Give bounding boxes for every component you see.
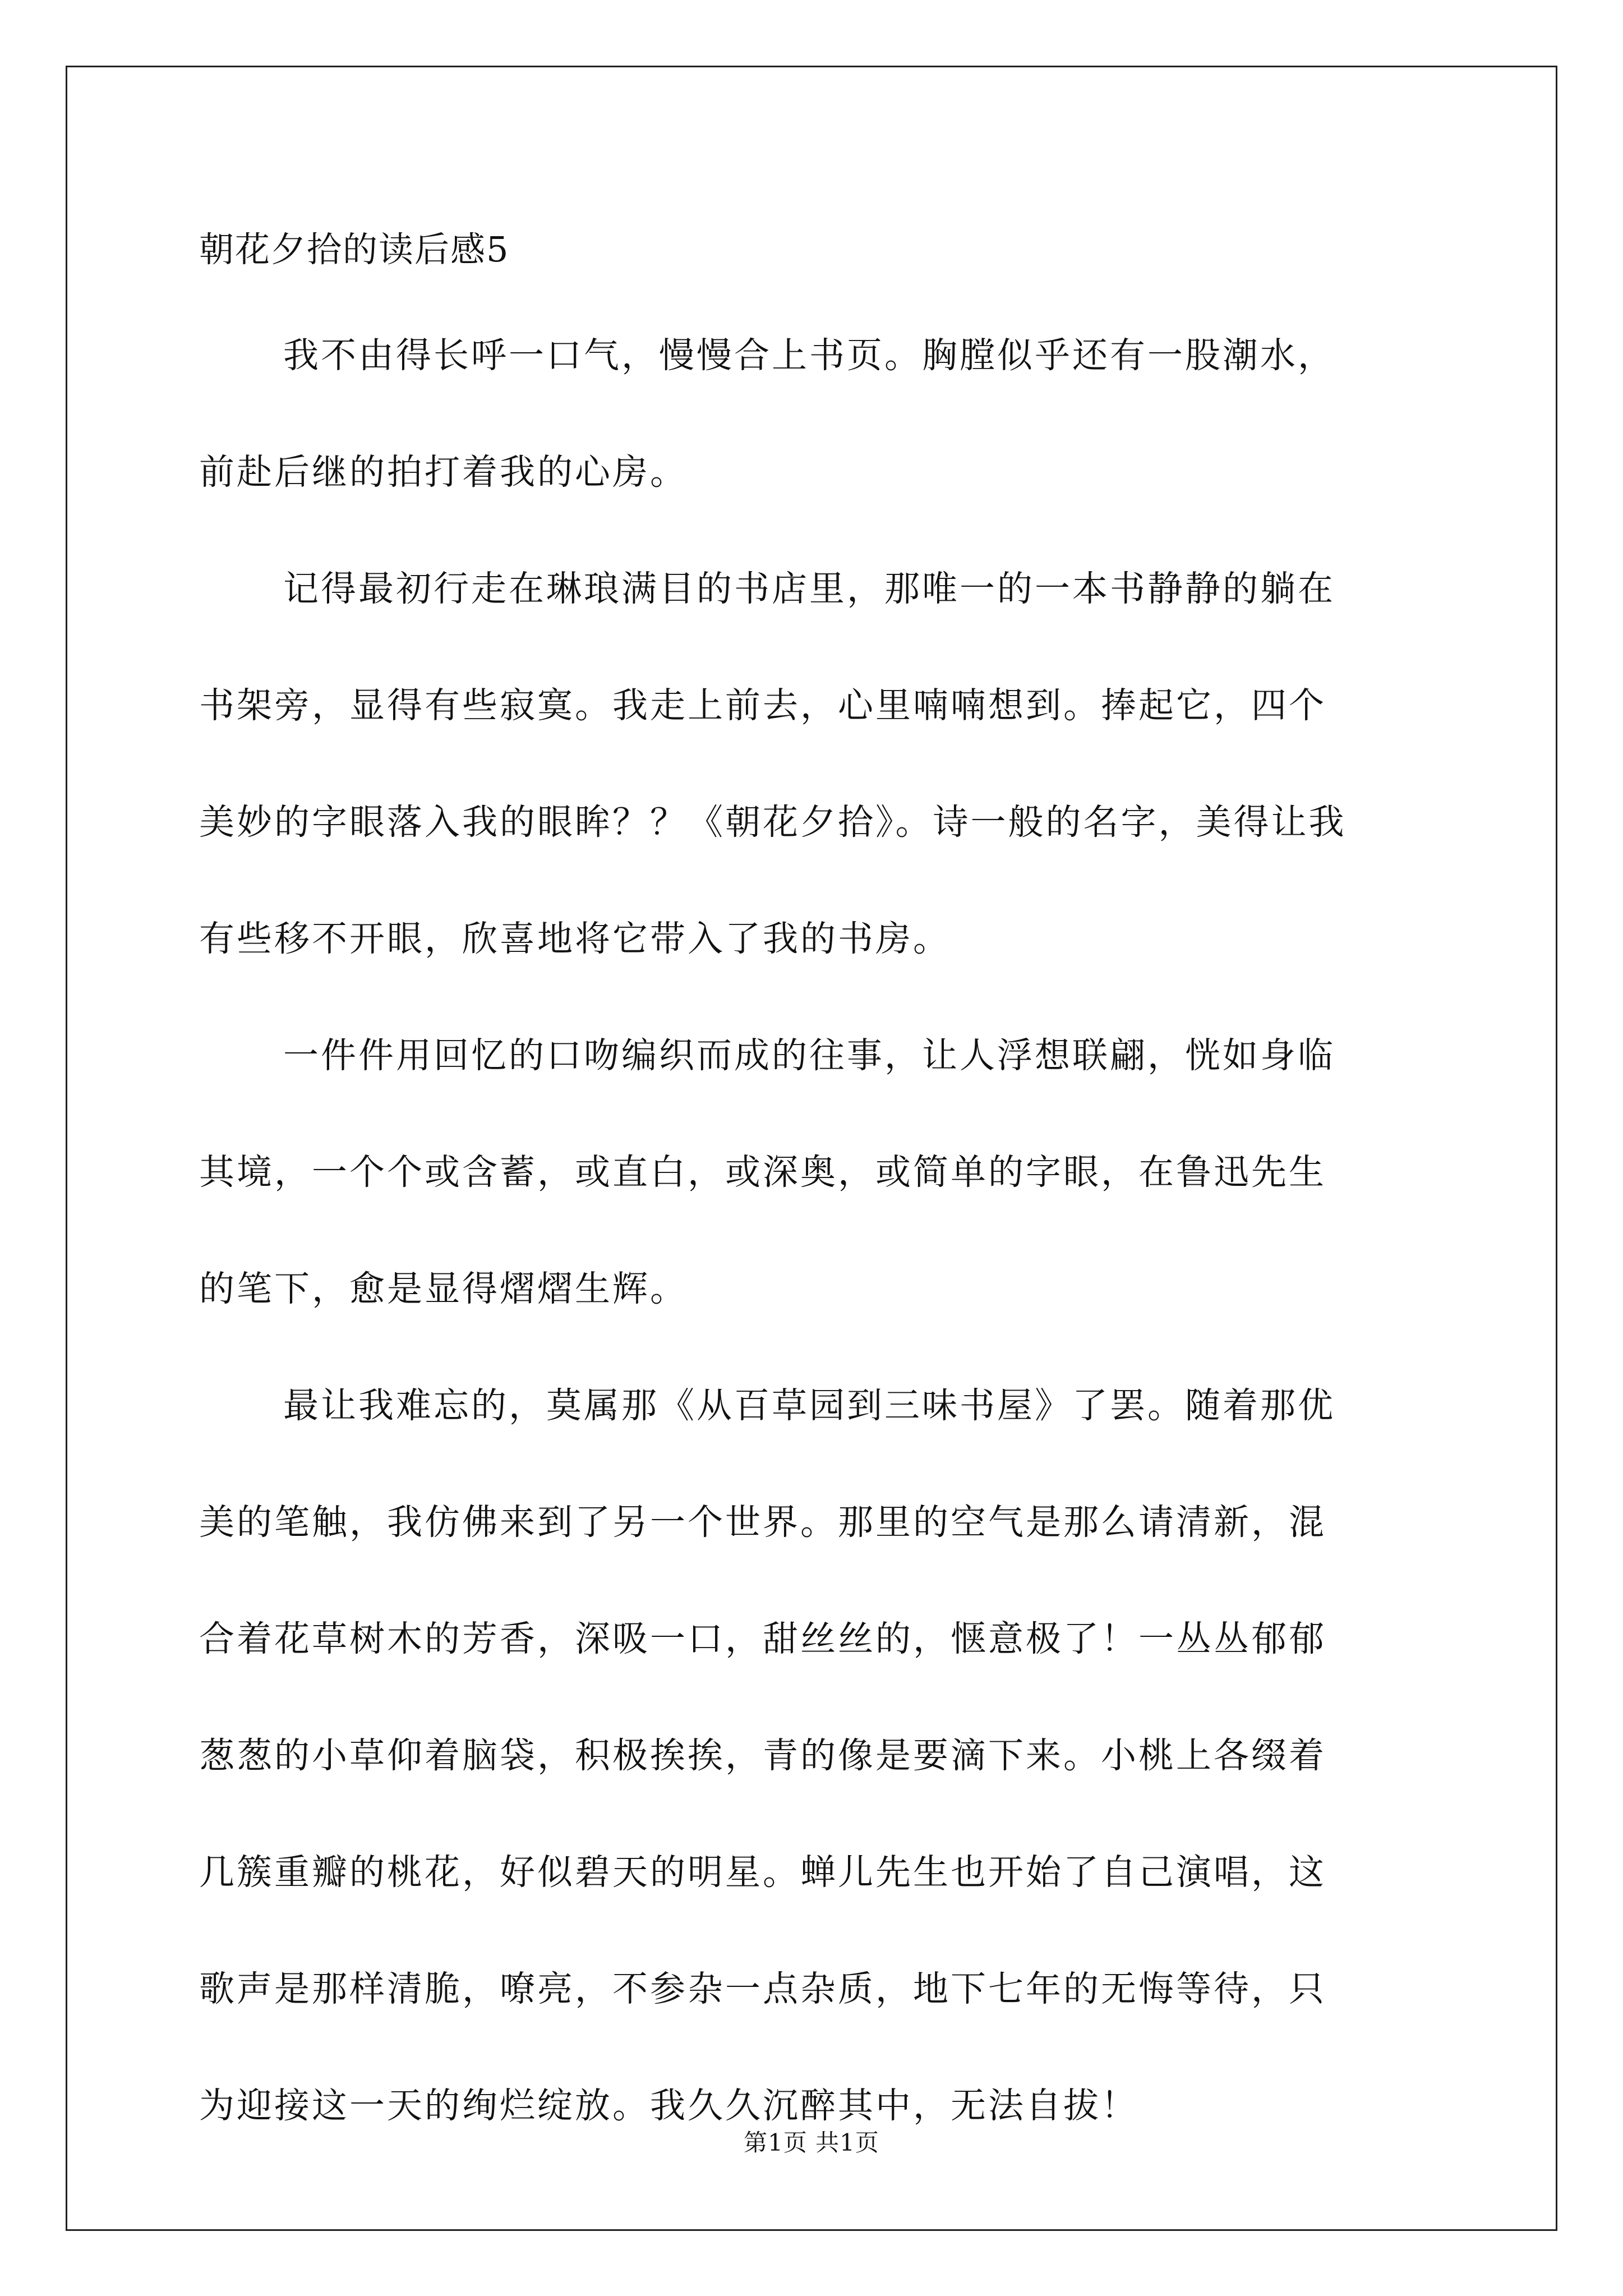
document-body: [199, 297, 1433, 2164]
paragraph-line: 其境，一个个或含蓄，或直白，或深奥，或简单的字眼，在鲁迅先生: [199, 1152, 1326, 1193]
paragraph-line: 葱葱的小草仰着脑袋，积极挨挨，青的像是要滴下来。小桃上各缀着: [199, 1735, 1326, 1776]
paragraph-line: 美的笔触，我仿佛来到了另一个世界。那里的空气是那么请清新，混: [199, 1502, 1326, 1543]
paragraph-line: 我不由得长呼一口气，慢慢合上书页。胸膛似乎还有一股潮水，: [283, 335, 1335, 376]
paragraph: [199, 531, 1433, 997]
paragraph: [199, 297, 1433, 531]
paragraph-line: 合着花草树木的芳香，深吸一口，甜丝丝的，惬意极了！一丛丛郁郁: [199, 1618, 1326, 1659]
paragraph-line: 的笔下，愈是显得熠熠生辉。: [199, 1268, 688, 1309]
paragraph-line: 书架旁，显得有些寂寞。我走上前去，心里喃喃想到。捧起它，四个: [199, 685, 1326, 726]
paragraph-line: 有些移不开眼，欣喜地将它带入了我的书房。: [199, 918, 951, 959]
document-title: 朝花夕拾的读后感5: [199, 229, 510, 270]
paragraph: [199, 1347, 1433, 2164]
paragraph-line: 前赴后继的拍打着我的心房。: [199, 452, 688, 493]
paragraph-line: 几簇重瓣的桃花，好似碧天的明星。蝉儿先生也开始了自己演唱，这: [199, 1852, 1326, 1893]
page-number-footer: 第1页 共1页: [744, 2129, 879, 2156]
paragraph-line: 最让我难忘的，莫属那《从百草园到三味书屋》了罢。随着那优: [283, 1385, 1335, 1426]
paragraph: [199, 997, 1433, 1347]
paragraph-line: 一件件用回忆的口吻编织而成的往事，让人浮想联翩，恍如身临: [283, 1035, 1335, 1076]
paragraph-line: 歌声是那样清脆，嘹亮，不参杂一点杂质，地下七年的无悔等待，只: [199, 1968, 1326, 2009]
paragraph-line: 美妙的字眼落入我的眼眸？？《朝花夕拾》。诗一般的名字，美得让我: [199, 802, 1347, 843]
paragraph-line: 为迎接这一天的绚烂绽放。我久久沉醉其中，无法自拔！: [199, 2085, 1138, 2126]
paragraph-line: 记得最初行走在琳琅满目的书店里，那唯一的一本书静静的躺在: [283, 568, 1335, 609]
